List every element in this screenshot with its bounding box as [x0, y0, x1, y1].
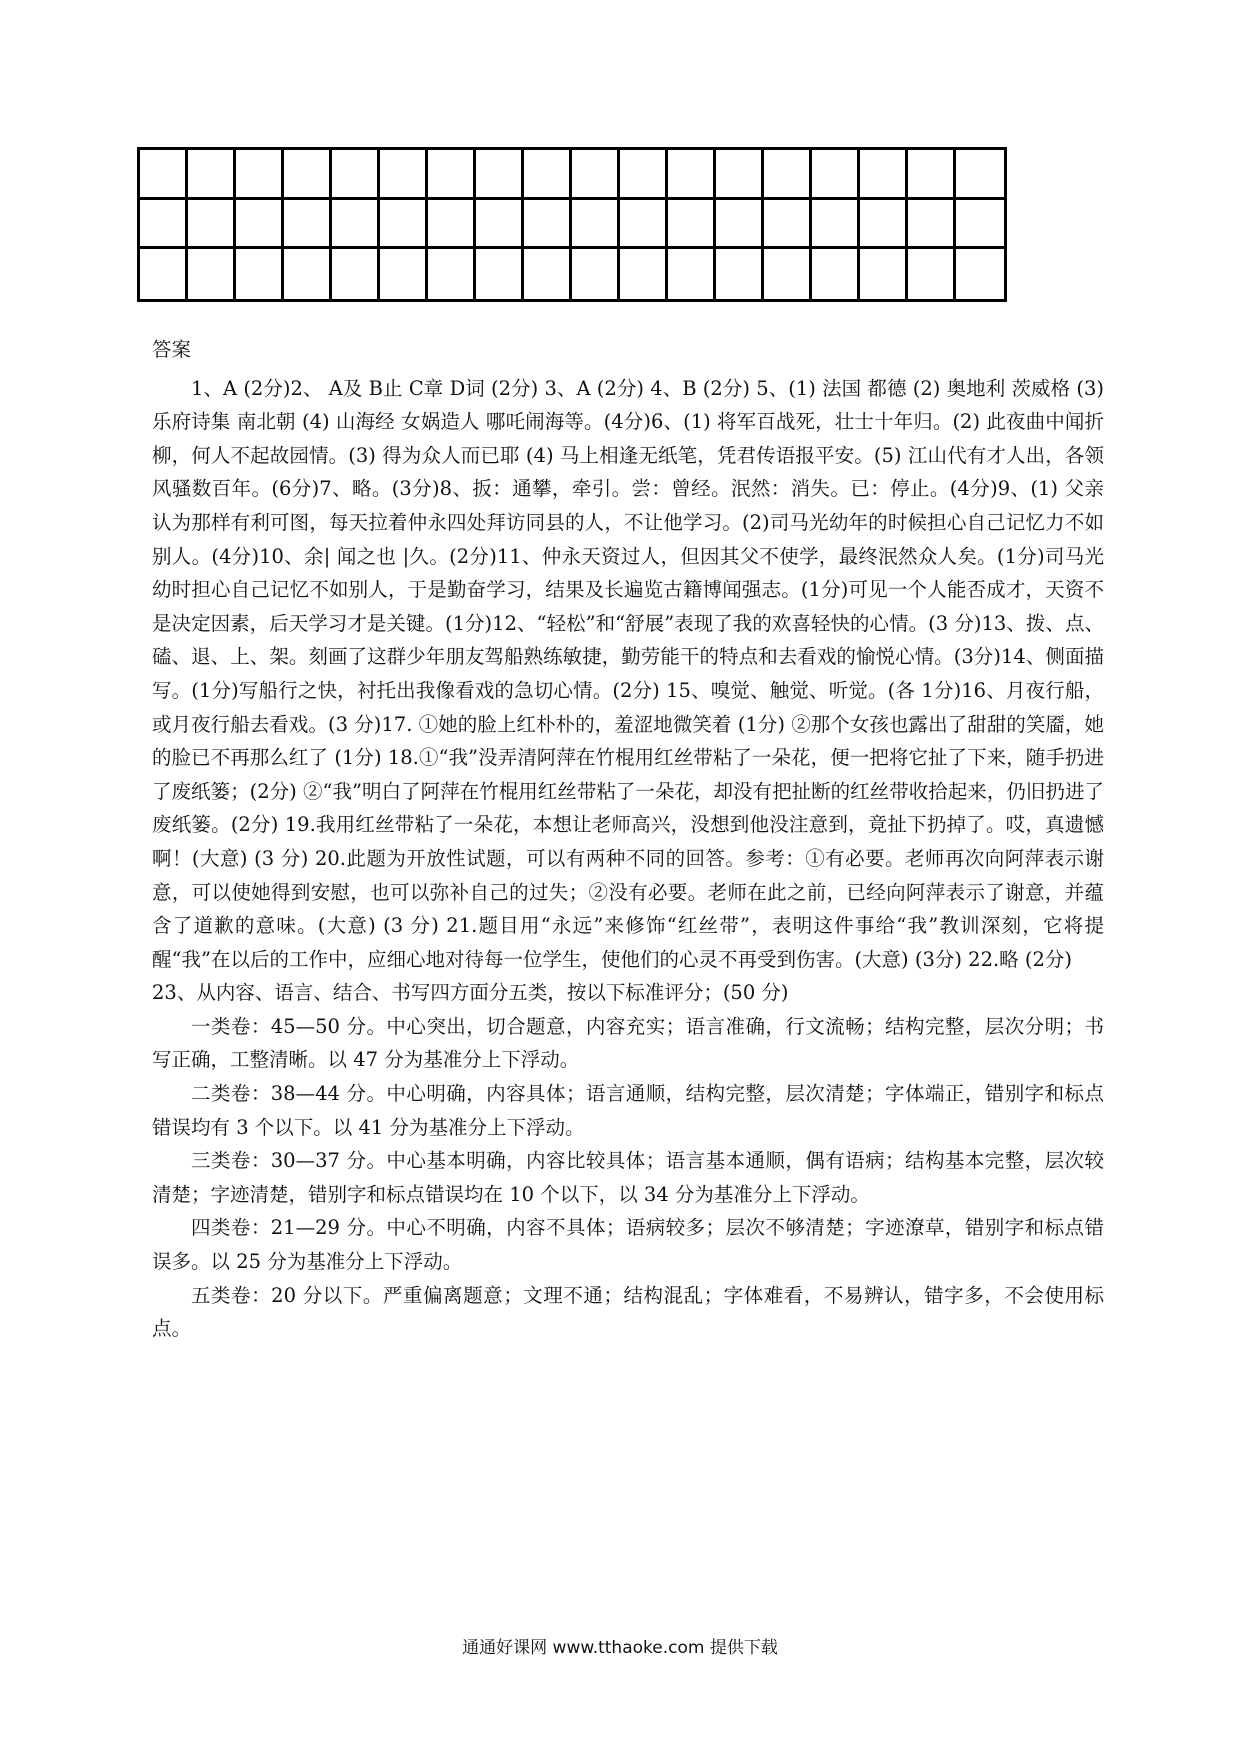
grid-cell — [188, 249, 236, 299]
grid-cell — [716, 249, 764, 299]
writing-grid — [137, 147, 1007, 302]
grid-cell — [476, 200, 524, 250]
grid-cell — [476, 249, 524, 299]
grid-cell — [140, 200, 188, 250]
grid-cell — [140, 150, 188, 200]
grade-level-5: 五类卷：20 分以下。严重偏离题意；文理不通；结构混乱；字体难看，不易辨认，错字多，不会使用标点。 — [152, 1283, 1104, 1341]
grid-cell — [428, 150, 476, 200]
answer-title: 答案 — [152, 338, 192, 361]
grid-cell — [428, 249, 476, 299]
grid-cell — [236, 200, 284, 250]
grid-cell — [860, 249, 908, 299]
grid-cell — [572, 150, 620, 200]
grid-cell — [236, 249, 284, 299]
grid-cell — [764, 249, 812, 299]
grid-cell — [284, 200, 332, 250]
grid-cell — [668, 200, 716, 250]
grid-cell — [236, 150, 284, 200]
answer-section — [152, 333, 1104, 1346]
page-footer: 通通好课网 www.tthaoke.com 提供下载 — [462, 1638, 778, 1658]
grid-cell — [716, 150, 764, 200]
grid-cell — [716, 200, 764, 250]
grid-cell — [524, 200, 572, 250]
grid-cell — [140, 249, 188, 299]
grade-level-4: 四类卷：21—29 分。中心不明确，内容不具体；语病较多；层次不够清楚；字迹潦草，错别字和标点错误多。以 25 分为基准分上下浮动。 — [152, 1216, 1104, 1274]
answer-paragraph-1-22: 1、A (2分)2、 A及 B止 C章 D词 (2分) 3、A (2分) 4、B (2分) 5、(1) 法国 都德 (2) 奥地利 茨威格 (3) 乐府诗集 南北朝 (4) 山海经 女娲造人 哪吒闹海等。(4分)6、(1) 将军百战死，壮士十年归。(2) 此夜曲中闻折柳，何人不起故园情。(3) 得为众人而已耶 (4) 马上相逢无纸笔，凭君传语报平安。(5) 江山代有才人出，各领风骚数百年。(6分)7、略。(3分)8、扳：通攀，牵引。尝：曾经。泯然：消失。已：停止。(4分)9、(1) 父亲认为那样有利可图，每天拉着仲永四处拜访同县的人，不让他学习。(2)司马光幼年的时候担心自己记忆力不如别人。(4分)10、余| 闻之也 |久。(2分)11、仲永天资过人，但因其父不使学，最终泯然众人矣。(1分)司马光幼时担心自己记忆不如别人，于是勤奋学习，结果及长遍览古籍博闻强志。(1分)可见一个人能否成才，天资不是决定因素，后天学习才是关键。(1分)12、“轻松”和“舒展”表现了我的欢喜轻快的心情。(3 分)13、拨、点、磕、退、上、架。刻画了这群少年朋友驾船熟练敏捷，勤劳能干的特点和去看戏的愉悦心情。(3分)14、侧面描写。(1分)写船行之快，衬托出我像看戏的急切心情。(2分) 15、嗅觉、触觉、听觉。(各 1分)16、月夜行船，或月夜行船去看戏。(3 分)17. ①她的脸上红朴朴的，羞涩地微笑着 (1分) ②那个女孩也露出了甜甜的笑靥，她的脸已不再那么红了 (1分) 18.①“我”没弄清阿萍在竹棍用红丝带粘了一朵花，便一把将它扯了下来，随手扔进了废纸篓；(2分) ②“我”明白了阿萍在竹棍用红丝带粘了一朵花，却没有把扯断的红丝带收拾起来，仍旧扔进了废纸篓。(2分) 19.我用红丝带粘了一朵花，本想让老师高兴，没想到他没注意到，竟扯下扔掉了。哎，真遗憾啊！(大意) (3 分) 20.此题为开放性试题，可以有两种不同的回答。参考：①有必要。老师再次向阿萍表示谢意，可以使她得到安慰，也可以弥补自己的过失；②没有必要。老师在此之前，已经向阿萍表示了谢意，并蕴含了道歉的意味。(大意) (3 分) 21.题目用“永远”来修饰“红丝带”，表明这件事给“我”教训深刻，它将提醒“我”在以后的工作中，应细心地对待每一位学生，使他们的心灵不再受到伤害。(大意) (3分) 22.略 (2分) — [152, 376, 1104, 971]
grid-cell — [908, 249, 956, 299]
grid-cell — [620, 249, 668, 299]
grid-cell — [668, 249, 716, 299]
grid-cell — [956, 200, 1004, 250]
grid-cell — [908, 200, 956, 250]
grid-cell — [764, 200, 812, 250]
grid-cell — [668, 150, 716, 200]
grid-cell — [812, 150, 860, 200]
grid-cell — [332, 249, 380, 299]
grid-cell — [908, 150, 956, 200]
grid-cell — [620, 200, 668, 250]
grid-cell — [572, 200, 620, 250]
grid-cell — [620, 150, 668, 200]
grid-cell — [860, 200, 908, 250]
grid-cell — [380, 249, 428, 299]
grid-cell — [956, 150, 1004, 200]
grid-cell — [860, 150, 908, 200]
grid-cell — [476, 150, 524, 200]
grade-level-3: 三类卷：30—37 分。中心基本明确，内容比较具体；语言基本通顺，偶有语病；结构基本完整，层次较清楚；字迹清楚，错别字和标点错误均在 10 个以下，以 34 分为基准分上下浮动。 — [152, 1149, 1104, 1206]
grid-cell — [332, 200, 380, 250]
grid-cell — [188, 150, 236, 200]
grid-cell — [524, 249, 572, 299]
grade-level-1: 一类卷：45—50 分。中心突出，切合题意，内容充实；语言准确，行文流畅；结构完整，层次分明；书写正确，工整清晰。以 47 分为基准分上下浮动。 — [152, 1014, 1104, 1072]
grid-cell — [572, 249, 620, 299]
grid-cell — [284, 150, 332, 200]
grid-cell — [428, 200, 476, 250]
grid-cell — [380, 150, 428, 200]
grid-cell — [956, 249, 1004, 299]
grid-cell — [524, 150, 572, 200]
grade-level-2: 二类卷：38—44 分。中心明确，内容具体；语言通顺，结构完整，层次清楚；字体端正，错别字和标点错误均有 3 个以下。以 41 分为基准分上下浮动。 — [152, 1082, 1104, 1139]
grid-cell — [332, 150, 380, 200]
grid-cell — [188, 200, 236, 250]
grid-cell — [284, 249, 332, 299]
grid-cell — [812, 200, 860, 250]
grid-cell — [764, 150, 812, 200]
answer-paragraph-23-intro: 23、从内容、语言、结合、书写四方面分五类，按以下标准评分；(50 分) — [152, 981, 789, 1005]
grid-cell — [812, 249, 860, 299]
grid-cell — [380, 200, 428, 250]
